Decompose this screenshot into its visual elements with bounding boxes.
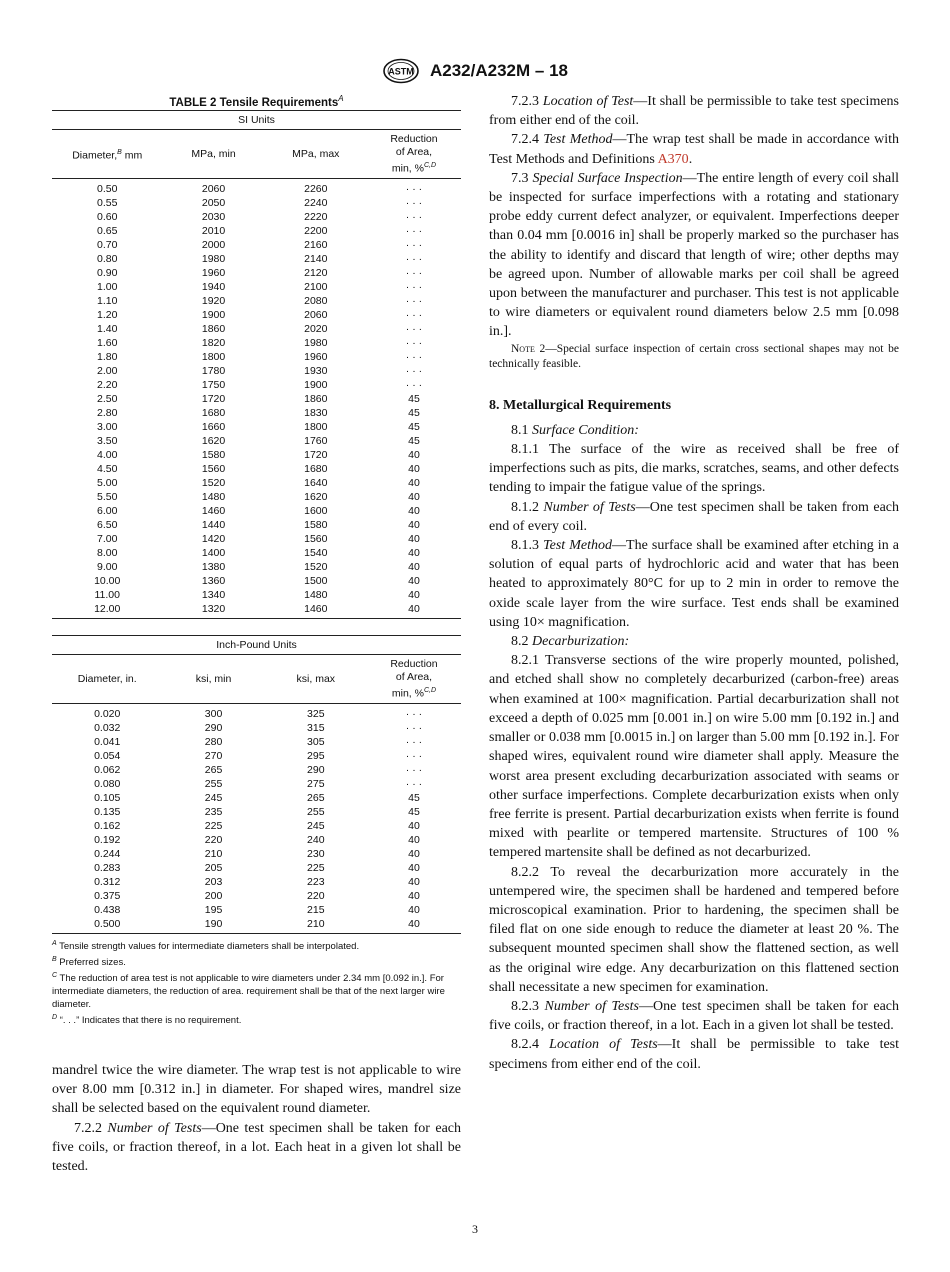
table-cell: 6.00 — [96, 504, 118, 517]
table-cell: 1980 — [304, 336, 328, 349]
table-row — [52, 833, 461, 847]
table-cell: 210 — [204, 847, 223, 860]
table-row — [52, 476, 461, 490]
table-cell: 223 — [307, 875, 325, 888]
table-cell: 0.438 — [94, 903, 121, 916]
astm-logo-icon — [382, 58, 420, 84]
table-cell: 2020 — [304, 322, 328, 335]
table-cell: 40 — [408, 833, 420, 846]
table-cell: 1640 — [304, 476, 328, 489]
col-reduction-of-area-ip: Reduction of Area, min, %$^{C,D}$ — [367, 655, 461, 704]
table-cell: 40 — [408, 574, 420, 587]
table-cell: 1560 — [201, 462, 226, 475]
table-cell: · · · — [405, 280, 423, 293]
svg-text:ASTM: ASTM — [388, 66, 414, 77]
table-cell: 40 — [408, 476, 420, 489]
table-row — [52, 434, 461, 448]
col-mpa-max: MPa, max — [265, 130, 367, 179]
standard-designation: A232/A232M – 18 — [430, 61, 568, 80]
page-number: 3 — [472, 1222, 478, 1236]
table-cell: · · · — [405, 707, 423, 720]
table-cell: 40 — [408, 546, 420, 559]
table-cell: 1620 — [304, 490, 328, 503]
inch-pound-units-table — [52, 635, 461, 934]
page-header — [0, 58, 950, 84]
table-row — [52, 294, 461, 308]
col-diameter-mm: Diameter,$^B$ mm — [52, 130, 162, 179]
table-cell: · · · — [405, 294, 423, 307]
table-cell: 1720 — [201, 392, 226, 405]
col-mpa-min: MPa, min — [162, 130, 264, 179]
table-cell: 0.50 — [96, 182, 118, 195]
table-cell: 240 — [307, 833, 325, 846]
table-row — [52, 378, 461, 392]
table-row — [52, 588, 461, 602]
col-ksi-min: ksi, min — [162, 655, 264, 704]
table-row — [52, 917, 461, 934]
col-ksi-max: ksi, max — [265, 655, 367, 704]
table-cell: · · · — [405, 182, 423, 195]
table-row — [52, 763, 461, 777]
table-cell: 1960 — [304, 350, 328, 363]
table-cell: 1760 — [304, 434, 328, 447]
table-cell: 2060 — [304, 308, 328, 321]
table-cell: 1830 — [304, 406, 328, 419]
table-cell: · · · — [405, 336, 423, 349]
table-cell: · · · — [405, 350, 423, 363]
table-cell: 1340 — [201, 588, 226, 601]
footnote-b: $^B$ Preferred sizes. — [52, 956, 126, 969]
note-2: Note 2—Special surface inspection of certain cross sectional shapes may not be technically feasible. — [489, 342, 899, 370]
table-cell: 0.500 — [52, 917, 162, 934]
table-cell: 0.192 — [94, 833, 121, 846]
table-cell: 265 — [204, 763, 223, 776]
table-cell: 230 — [307, 847, 325, 860]
table-row — [52, 308, 461, 322]
table-cell: 5.00 — [96, 476, 118, 489]
table-row — [52, 210, 461, 224]
table-cell: 1600 — [304, 504, 328, 517]
table-cell: 40 — [408, 518, 420, 531]
table-cell: 2140 — [304, 252, 328, 265]
table-cell: 40 — [367, 917, 461, 934]
table-row — [52, 406, 461, 420]
table-cell: 40 — [408, 889, 420, 902]
table-cell: · · · — [405, 196, 423, 209]
table-cell: 220 — [307, 889, 325, 902]
table-cell: 1800 — [304, 420, 328, 433]
table-cell: 205 — [204, 861, 223, 874]
table-cell: 1460 — [265, 602, 367, 619]
table-cell: 1400 — [201, 546, 226, 559]
table-cell: · · · — [405, 224, 423, 237]
table-cell: 2.20 — [96, 378, 118, 391]
table-cell: 1.80 — [96, 350, 118, 363]
table-row — [52, 903, 461, 917]
table-cell: 1480 — [201, 490, 226, 503]
table-row — [52, 721, 461, 735]
table-row — [52, 875, 461, 889]
paragraph-8-2-4: 8.2.4 Location of Tests—It shall be permissible to take test specimens from either end of the coil. — [489, 1037, 900, 1072]
table-cell: 0.080 — [94, 777, 121, 790]
table-row — [52, 252, 461, 266]
table-cell: 0.60 — [96, 210, 118, 223]
table-cell: 1680 — [201, 406, 226, 419]
table-cell: 275 — [307, 777, 325, 790]
table-cell: 2240 — [304, 196, 328, 209]
table-cell: 300 — [204, 707, 223, 720]
table-cell: · · · — [405, 378, 423, 391]
table-cell: 1960 — [201, 266, 226, 279]
table-cell: · · · — [405, 777, 423, 790]
table-row — [52, 560, 461, 574]
table-cell: 3.50 — [96, 434, 118, 447]
table-cell: 1480 — [304, 588, 328, 601]
table-cell: 0.90 — [96, 266, 118, 279]
link-a370[interactable]: A370 — [657, 151, 689, 167]
table-cell: 195 — [204, 903, 223, 916]
table-cell: 1520 — [304, 560, 328, 573]
table-cell: 1920 — [201, 294, 226, 307]
table-row — [52, 819, 461, 833]
table-cell: 40 — [408, 448, 420, 461]
table-cell: 2220 — [304, 210, 328, 223]
table-cell: 10.00 — [94, 574, 121, 587]
table-cell: 40 — [408, 490, 420, 503]
table-cell: 8.00 — [96, 546, 118, 559]
table-cell: 1540 — [304, 546, 328, 559]
table-cell: · · · — [405, 238, 423, 251]
paragraph-7-2-2: 7.2.2 Number of Tests—One test specimen shall be taken for each five coils, or fraction thereof, in a lot. Each heat in a given lot shall be tested. — [52, 1120, 461, 1175]
table-cell: 0.65 — [96, 224, 118, 237]
table-cell: 1380 — [201, 560, 226, 573]
table-cell: 255 — [307, 805, 325, 818]
table-row — [52, 322, 461, 336]
table-cell: 1.40 — [96, 322, 118, 335]
paragraph-8-1-1: 8.1.1 The surface of the wire as received shall be free of imperfections such as pits, die marks, scratches, seams, and other defects tending to impair the fatigue value of the springs. — [489, 442, 899, 496]
left-body-text — [52, 1061, 461, 1176]
table-cell: 5.50 — [96, 490, 118, 503]
table-row — [52, 392, 461, 406]
paragraph-8-2-2: 8.2.2 To reveal the decarburization more accurately in the untempered wire, the specimen shall be hardened and tempered before microscopical examination. Prior to hardening, the specimen shall be filed flat on one side enough to reduce the diameter at least 20 %. The subsequent mounted specimen shall show the flattened section, as well as the original wire edge. Any decarburization on this flattened section shall necessitate a new specimen for examination. — [489, 864, 899, 995]
table-cell: 1460 — [201, 504, 226, 517]
table-row — [52, 861, 461, 875]
right-column — [489, 92, 899, 1074]
col-reduction-of-area: Reduction of Area, min, %$^{C,D}$ — [367, 130, 461, 179]
paragraph-8-1-2: 8.1.2 Number of Tests—One test specimen shall be taken from each end of every coil. — [489, 499, 899, 534]
table-cell: · · · — [405, 735, 423, 748]
table-row — [52, 490, 461, 504]
table-cell: · · · — [405, 308, 423, 321]
section-8-heading: 8. Metallurgical Requirements — [489, 397, 672, 413]
table-cell: 40 — [408, 560, 420, 573]
table-title: TABLE 2 Tensile Requirements$^A$ — [169, 94, 344, 109]
table-cell: 210 — [265, 917, 367, 934]
table-cell: 0.020 — [94, 707, 121, 720]
table-row — [52, 350, 461, 364]
table-cell: 1750 — [201, 378, 226, 391]
table-row — [52, 704, 461, 722]
table-row — [52, 196, 461, 210]
table-cell: 45 — [408, 805, 420, 818]
table-row — [52, 847, 461, 861]
table-cell: 1.20 — [96, 308, 118, 321]
table-row — [52, 238, 461, 252]
table-cell: 1900 — [304, 378, 328, 391]
table-cell: 200 — [204, 889, 223, 902]
table-cell: 40 — [367, 602, 461, 619]
table-cell: 7.00 — [96, 532, 118, 545]
table-row — [52, 749, 461, 763]
table-cell: 1320 — [162, 602, 264, 619]
table-row — [52, 266, 461, 280]
table-cell: 2030 — [201, 210, 226, 223]
table-cell: 2120 — [304, 266, 328, 279]
table-cell: 235 — [204, 805, 223, 818]
table-cell: 0.105 — [94, 791, 121, 804]
table-cell: 0.244 — [94, 847, 121, 860]
table-cell: 255 — [204, 777, 223, 790]
table-cell: 1.10 — [96, 294, 118, 307]
table-footnotes — [52, 937, 461, 1028]
table-cell: 2000 — [201, 238, 226, 251]
table-cell: 290 — [307, 763, 325, 776]
table-cell: 45 — [408, 791, 420, 804]
table-cell: 2100 — [304, 280, 328, 293]
table-cell: 2200 — [304, 224, 328, 237]
footnote-d: $^D$ “. . .” Indicates that there is no requirement. — [52, 1014, 242, 1027]
table-cell: 1930 — [304, 364, 328, 377]
table-cell: 1620 — [201, 434, 226, 447]
table-cell: · · · — [405, 266, 423, 279]
table-row — [52, 448, 461, 462]
table-cell: 2010 — [201, 224, 226, 237]
table-cell: · · · — [405, 252, 423, 265]
table-cell: 315 — [307, 721, 325, 734]
col-diameter-in: Diameter, in. — [52, 655, 162, 704]
table-cell: 1680 — [304, 462, 328, 475]
table-cell: 215 — [307, 903, 325, 916]
table-row — [52, 462, 461, 476]
table-cell: 4.00 — [96, 448, 118, 461]
table-cell: 2.50 — [96, 392, 118, 405]
table-cell: 1800 — [201, 350, 226, 363]
table-cell: 203 — [204, 875, 223, 888]
ip-table-body — [52, 704, 461, 934]
table-cell: 280 — [204, 735, 223, 748]
table-cell: 40 — [408, 462, 420, 475]
table-cell: 4.50 — [96, 462, 118, 475]
table-cell: 245 — [307, 819, 325, 832]
table-cell: 0.375 — [94, 889, 121, 902]
table-cell: 1940 — [201, 280, 226, 293]
table-cell: · · · — [405, 763, 423, 776]
table-cell: 1.60 — [96, 336, 118, 349]
table-cell: 2260 — [304, 182, 328, 195]
table-cell: 2.00 — [96, 364, 118, 377]
table-row — [52, 735, 461, 749]
paragraph-8-2: 8.2 Decarburization: — [511, 634, 630, 650]
table-cell: · · · — [405, 322, 423, 335]
table-cell: 245 — [204, 791, 223, 804]
table-cell: 11.00 — [94, 588, 120, 601]
table-cell: · · · — [405, 749, 423, 762]
table-cell: 295 — [307, 749, 325, 762]
table-cell: 1780 — [201, 364, 226, 377]
si-units-label: SI Units — [52, 111, 461, 130]
table-cell: 40 — [408, 532, 420, 545]
table-row — [52, 518, 461, 532]
table-cell: 40 — [408, 847, 420, 860]
table-cell: 1980 — [201, 252, 226, 265]
table-cell: 1660 — [201, 420, 226, 433]
table-cell: 40 — [408, 861, 420, 874]
table-cell: 0.135 — [94, 805, 121, 818]
table-cell: 1860 — [201, 322, 226, 335]
paragraph-8-1: 8.1 Surface Condition: — [511, 422, 639, 438]
table-cell: 1.00 — [96, 280, 118, 293]
table-cell: 2050 — [201, 196, 226, 209]
table-cell: 0.162 — [94, 819, 121, 832]
si-table-body — [52, 179, 461, 619]
table-cell: 225 — [204, 819, 223, 832]
table-cell: 1420 — [201, 532, 226, 545]
table-cell: 40 — [408, 903, 420, 916]
table-cell: 1900 — [201, 308, 226, 321]
table-cell: 45 — [408, 420, 420, 433]
table-cell: 2080 — [304, 294, 328, 307]
table-cell: 45 — [408, 434, 420, 447]
paragraph-8-1-3: 8.1.3 Test Method—The surface shall be examined after etching in a solution of equal parts of hydrochloric acid and water that has been heated to approximately 80°C for up to 2 min in order to remove the oxide scale layer from the wire surface. Test ends shall be examined using 10× magnification. — [489, 538, 900, 630]
table-cell: 290 — [204, 721, 223, 734]
table-cell: 1860 — [304, 392, 328, 405]
si-units-table — [52, 110, 461, 619]
paragraph-mandrel: mandrel twice the wire diameter. The wrap test is not applicable to wire over 8.00 mm [0.312 in.] in diameter. For shaped wires, mandrel size shall be selected based on the equivalent round diameter. — [52, 1063, 461, 1117]
table-cell: 0.70 — [96, 238, 118, 251]
table-cell: 6.50 — [96, 518, 118, 531]
table-row — [52, 777, 461, 791]
table-cell: 0.55 — [96, 196, 118, 209]
table-row — [52, 364, 461, 378]
table-cell: 40 — [408, 588, 420, 601]
paragraph-7-3: 7.3 Special Surface Inspection—The entire length of every coil shall be inspected for surface imperfections with a rotating and stationary probe eddy current defect analyzer, or equivalent. Imperfections deeper than 0.04 mm [0.0016 in] shall be properly marked so the purchaser has the ability to identify and discard that length of wire; other depths may be agreed upon. Number of allowable marks per coil shall be agreed upon between the manufacturer and purchaser. This test is not applicable to wire diameters or equivalent round diameters below 2.5 mm [0.098 in.]. — [489, 170, 899, 340]
table-cell: · · · — [405, 721, 423, 734]
table-cell: 1580 — [201, 448, 226, 461]
table-row — [52, 602, 461, 619]
table-cell: · · · — [405, 210, 423, 223]
table-cell: 2060 — [201, 182, 226, 195]
table-cell: 1720 — [304, 448, 328, 461]
table-cell: 2.80 — [96, 406, 118, 419]
table-cell: 1580 — [304, 518, 328, 531]
table-cell: 3.00 — [96, 420, 118, 433]
table-row — [52, 336, 461, 350]
paragraph-8-2-1: 8.2.1 Transverse sections of the wire properly mounted, polished, and etched shall show no completely decarburized (carbon-free) areas when examined at 100× magnification. Partial decarburization shall not exceed a depth of 0.025 mm [0.001 in.] on wire 5.00 mm [0.192 in.] and smaller or 0.038 mm [0.0015 in.] on larger than 5.00 mm [0.192 in.]. For shaped wires, equivalent round wire diameter shall apply. Measure the worst area present excluding decarburization associated with seams or other surface imperfections. Complete decarburization exists when only free ferrite is present. Partial decarburization exists when ferrite is found mixed with pearlite or tempered martensite. Structures of 100 % tempered martensite shall be defined as not decarburized. — [489, 653, 899, 861]
table-row — [52, 791, 461, 805]
table-cell: 1440 — [201, 518, 226, 531]
table-row — [52, 179, 461, 197]
table-row — [52, 504, 461, 518]
table-cell: 0.062 — [94, 763, 121, 776]
table-row — [52, 532, 461, 546]
table-cell: 40 — [408, 875, 420, 888]
table-cell: 0.054 — [94, 749, 121, 762]
table-cell: 40 — [408, 504, 420, 517]
table-cell: 40 — [408, 819, 420, 832]
table-cell: · · · — [405, 364, 423, 377]
table-row — [52, 224, 461, 238]
table-cell: 45 — [408, 392, 420, 405]
paragraph-8-2-3: 8.2.3 Number of Tests—One test specimen shall be taken for each five coils, or fraction thereof, in a lot. Each in a given lot shall be tested. — [489, 998, 899, 1034]
inch-pound-units-label: Inch-Pound Units — [52, 636, 461, 655]
table-cell: 0.312 — [94, 875, 121, 888]
footnote-c: $^C$ The reduction of area test is not applicable to wire diameters under 2.34 mm [0.092 in.]. For intermediate diameters, the reduction of area. requirement shall be that of the next larger wire diameter. — [52, 972, 445, 1011]
table-cell: 0.283 — [94, 861, 121, 874]
table-cell: 325 — [307, 707, 325, 720]
paragraph-7-2-4: 7.2.4 Test Method—The wrap test shall be made in accordance with Test Methods and Definitions A370. — [489, 132, 899, 167]
table-cell: 1360 — [201, 574, 226, 587]
table-row — [52, 546, 461, 560]
table-cell: 0.80 — [96, 252, 118, 265]
table-cell: 1500 — [304, 574, 328, 587]
table-cell: 220 — [204, 833, 223, 846]
table-cell: 9.00 — [96, 560, 118, 573]
table-cell: 265 — [307, 791, 325, 804]
table-cell: 1560 — [304, 532, 328, 545]
table-cell: 45 — [408, 406, 420, 419]
left-column — [52, 92, 461, 1028]
table-cell: 305 — [307, 735, 325, 748]
table-cell: 1820 — [201, 336, 226, 349]
footnote-a: $^A$ Tensile strength values for intermediate diameters shall be interpolated. — [52, 940, 360, 953]
table-row — [52, 420, 461, 434]
table-row — [52, 574, 461, 588]
table-cell: 1520 — [201, 476, 226, 489]
table-cell: 190 — [162, 917, 264, 934]
table-row — [52, 805, 461, 819]
paragraph-7-2-3: 7.2.3 Location of Test—It shall be permissible to take test specimens from either end of the coil. — [489, 94, 899, 129]
table-cell: 2160 — [304, 238, 328, 251]
table-cell: 0.032 — [94, 721, 121, 734]
table-cell: 12.00 — [52, 602, 162, 619]
table-row — [52, 280, 461, 294]
table-cell: 225 — [307, 861, 325, 874]
table-row — [52, 889, 461, 903]
table-cell: 270 — [204, 749, 223, 762]
table-cell: 0.041 — [94, 735, 121, 748]
